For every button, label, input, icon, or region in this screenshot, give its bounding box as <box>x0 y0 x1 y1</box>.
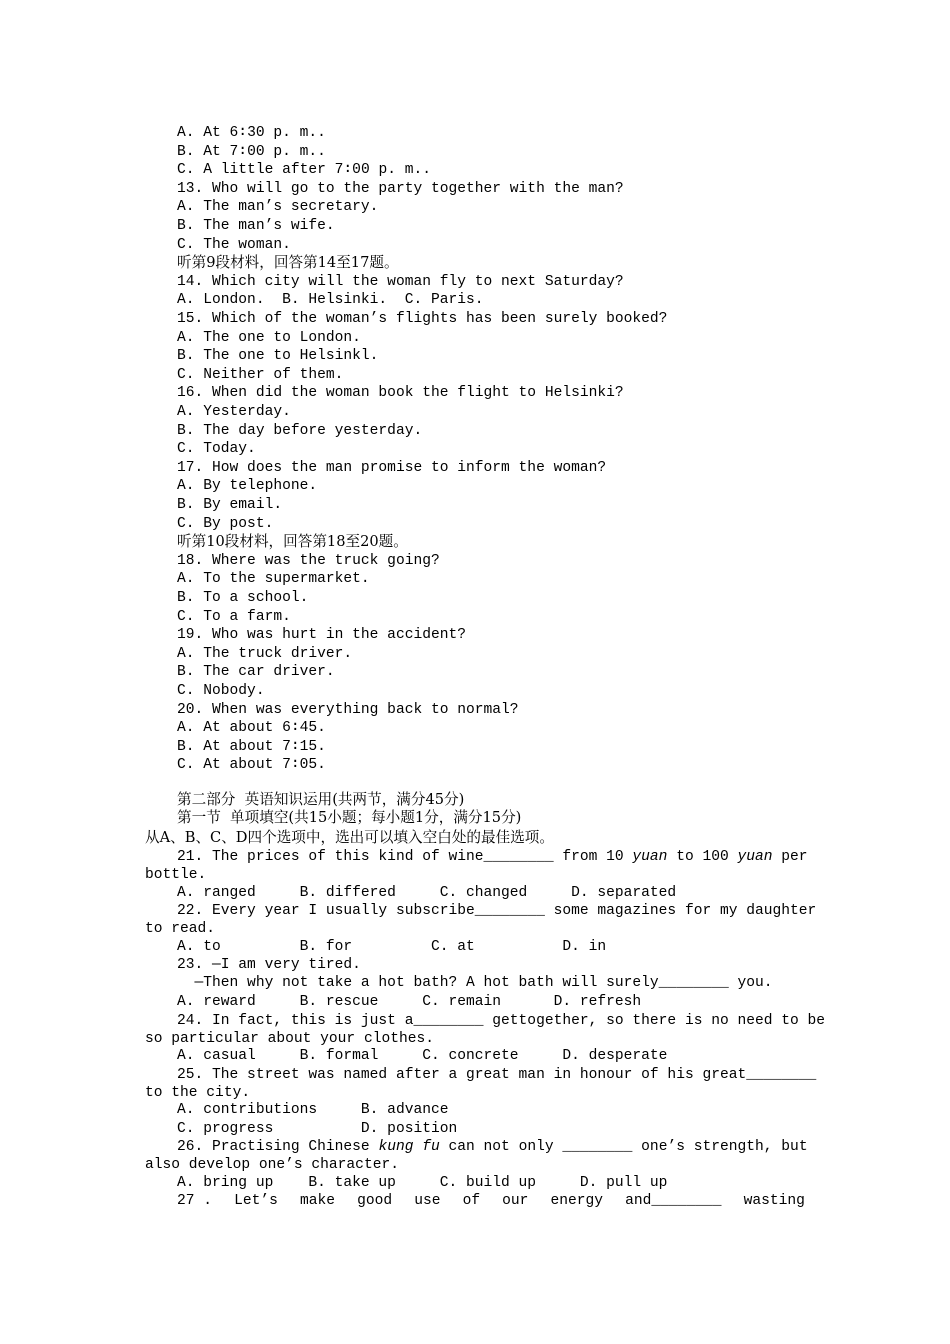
text-line: B. By email. <box>177 497 283 513</box>
text-line: 听第9段材料，回答第14至17题。 <box>177 254 399 271</box>
text-line: C. Nobody. <box>177 683 265 699</box>
q27-word: our <box>502 1193 529 1209</box>
text-line: A. The man’s secretary. <box>177 199 379 215</box>
text-line: A. The truck driver. <box>177 646 353 662</box>
q24-cont: so particular about your clothes. <box>145 1031 435 1047</box>
part2-heading: 第二部分 英语知识运用(共两节，满分45分) <box>177 791 465 808</box>
q21-stem <box>177 848 808 866</box>
text-line: 20. When was everything back to normal? <box>177 702 519 718</box>
q25-cont: to the city. <box>145 1085 251 1101</box>
text-line: C. Neither of them. <box>177 367 344 383</box>
text-line: B. At 7∶00 p. m.. <box>177 144 326 160</box>
text-line: A. At about 6∶45. <box>177 720 326 736</box>
q21-yuan-2: yuan <box>737 849 773 865</box>
text-line: C. A little after 7∶00 p. m.. <box>177 162 432 178</box>
text-line: B. The man’s wife. <box>177 218 335 234</box>
q26-cont: also develop one’s character. <box>145 1157 399 1173</box>
q25-options-2: C. progress D. position <box>177 1121 458 1137</box>
q27-word: of <box>462 1193 481 1209</box>
text-line: B. The day before yesterday. <box>177 423 423 439</box>
q23-reply: —Then why not take a hot bath? A hot bath will surely________ you. <box>177 975 773 991</box>
q21-cont: bottle. <box>145 867 207 883</box>
q26-stem <box>177 1138 808 1156</box>
q23-options: A. reward B. rescue C. remain D. refresh <box>177 994 642 1010</box>
q22-options: A. to B. for C. at D. in <box>177 939 607 955</box>
instruction-text: 从A、B、C、D四个选项中，选出可以填入空白处的最佳选项。 <box>145 829 554 846</box>
q26-options: A. bring up B. take up C. build up D. pull up <box>177 1175 668 1191</box>
q25-options-1: A. contributions B. advance <box>177 1102 449 1118</box>
q27-word: use <box>414 1193 441 1209</box>
q22-stem: 22. Every year I usually subscribe________ some magazines for my daughter <box>177 903 817 919</box>
text-line: 18. Where was the truck going? <box>177 553 440 569</box>
text-line: C. By post. <box>177 516 274 532</box>
q24-stem: 24. In fact, this is just a________ gettogether, so there is no need to be <box>177 1013 826 1029</box>
q26-kungfu: kung fu <box>378 1139 440 1155</box>
text-line: C. Today. <box>177 441 256 457</box>
text-line: C. At about 7∶05. <box>177 757 326 773</box>
q26-post: can not only ________ one’s strength, but <box>439 1139 808 1155</box>
q27-word: Let’s <box>234 1193 278 1209</box>
text-line: 13. Who will go to the party together with the man? <box>177 181 624 197</box>
text-line: A. Yesterday. <box>177 404 291 420</box>
q24-options: A. casual B. formal C. concrete D. desperate <box>177 1048 668 1064</box>
q21-pre: 21. The prices of this kind of wine________ from 10 <box>177 849 633 865</box>
q27-word: make <box>299 1193 336 1209</box>
q27-word: 27 . <box>177 1193 213 1209</box>
text-line: A. By telephone. <box>177 478 318 494</box>
text-line: B. To a school. <box>177 590 309 606</box>
q21-yuan-1: yuan <box>632 849 668 865</box>
q21-mid: to 100 <box>667 849 738 865</box>
text-line: B. At about 7∶15. <box>177 739 326 755</box>
text-line: B. The car driver. <box>177 664 335 680</box>
text-line: A. To the supermarket. <box>177 571 370 587</box>
text-line: A. London. B. Helsinki. C. Paris. <box>177 292 484 308</box>
section1-heading: 第一节 单项填空(共15小题；每小题1分，满分15分) <box>177 809 522 826</box>
q27-word: wasting <box>743 1193 805 1209</box>
q22-cont: to read. <box>145 921 216 937</box>
q21-options: A. ranged B. differed C. changed D. separated <box>177 885 677 901</box>
q27-stem <box>177 1192 805 1210</box>
text-line: C. The woman. <box>177 237 291 253</box>
text-line: 17. How does the man promise to inform the woman? <box>177 460 607 476</box>
q26-pre: 26. Practising Chinese <box>177 1139 379 1155</box>
text-line: C. To a farm. <box>177 609 291 625</box>
q27-word: good <box>357 1193 393 1209</box>
q27-word: energy <box>550 1193 604 1209</box>
text-line: 14. Which city will the woman fly to next Saturday? <box>177 274 624 290</box>
text-line: 19. Who was hurt in the accident? <box>177 627 467 643</box>
q25-stem: 25. The street was named after a great man in honour of his great________ <box>177 1067 817 1083</box>
text-line: B. The one to Helsinkl. <box>177 348 379 364</box>
text-line: 16. When did the woman book the flight to Helsinki? <box>177 385 624 401</box>
text-line: 15. Which of the woman’s flights has been surely booked? <box>177 311 668 327</box>
text-line: 听第10段材料，回答第18至20题。 <box>177 533 408 550</box>
text-line: A. At 6∶30 p. m.. <box>177 125 326 141</box>
q21-post: per <box>772 849 808 865</box>
text-line: A. The one to London. <box>177 330 361 346</box>
q23-stem: 23. —I am very tired. <box>177 957 361 973</box>
q27-word: and________ <box>625 1193 722 1209</box>
